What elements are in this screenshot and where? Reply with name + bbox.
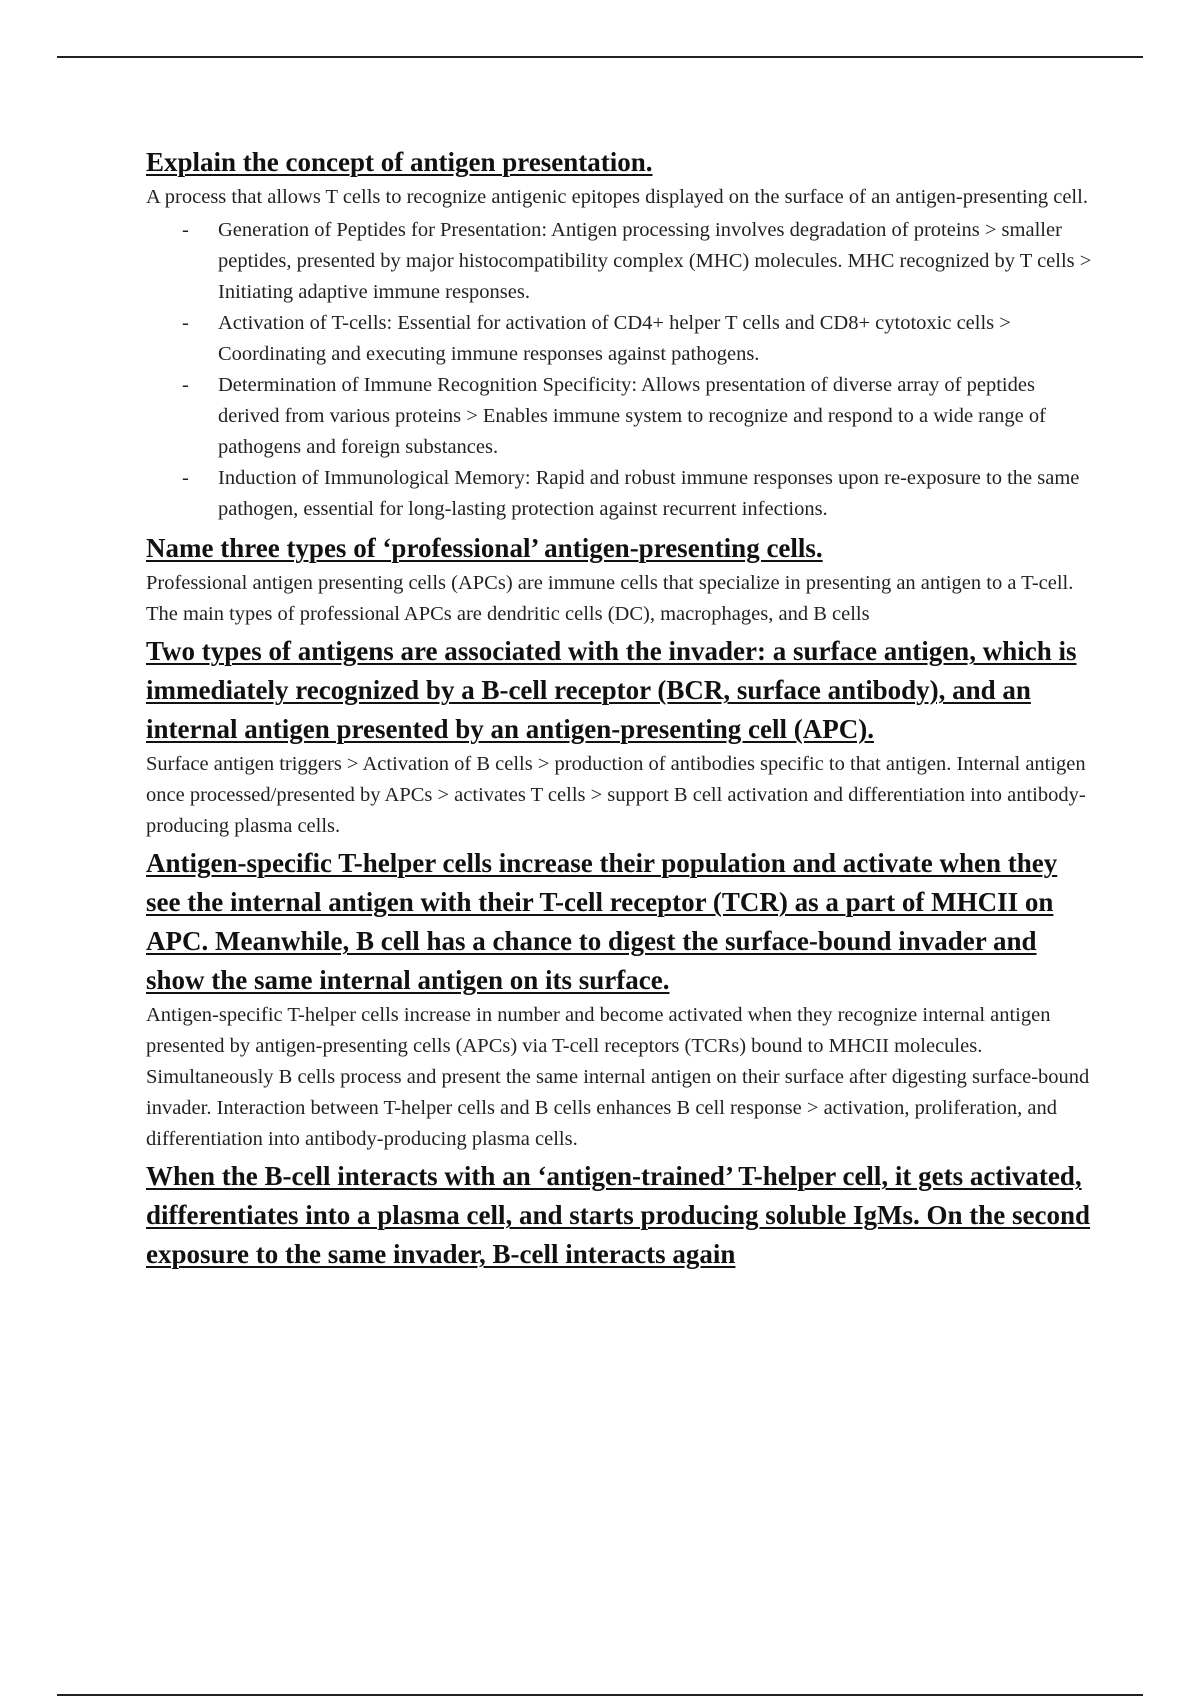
section-antigen-presentation [146, 143, 1096, 525]
list-item-text: Induction of Immunological Memory: Rapid and robust immune responses upon re-exposure to the same pathogen, essential for long-lasting protection against recurrent infections. [218, 467, 1080, 520]
question-heading: Antigen-specific T-helper cells increase their population and activate when they see the internal antigen with their T-cell receptor (TCR) as a part of MHCII on APC. Meanwhile, B cell has a chance to digest the surface-bound invader and show the same internal antigen on its surface. [146, 848, 1058, 995]
list-item-text: Activation of T-cells: Essential for activation of CD4+ helper T cells and CD8+ cytotoxic cells > Coordinating and executing immune responses against pathogens. [218, 312, 1011, 365]
question-heading: Name three types of ‘professional’ antigen-presenting cells. [146, 533, 823, 563]
section-professional-apcs [146, 529, 1096, 630]
bullet-dash: - [182, 374, 189, 396]
section-t-helper-activation [146, 844, 1096, 1155]
question-heading: Two types of antigens are associated with the invader: a surface antigen, which is immediately recognized by a B-cell receptor (BCR, surface antibody), and an internal antigen presented by an antigen-presenting cell (APC). [146, 636, 1077, 744]
bullet-list [146, 215, 1096, 525]
list-item [182, 463, 1096, 525]
bottom-divider [57, 1694, 1143, 1696]
list-item-text: Determination of Immune Recognition Specificity: Allows presentation of diverse array of peptides derived from various proteins > Enables immune system to recognize and respond to a wide range of pathogens and foreign substances. [218, 374, 1046, 458]
document-body [146, 143, 1096, 1274]
answer-paragraph: A process that allows T cells to recognize antigenic epitopes displayed on the surface of an antigen-presenting cell. [146, 186, 1088, 208]
answer-paragraph: Antigen-specific T-helper cells increase in number and become activated when they recognize internal antigen presented by antigen-presenting cells (APCs) via T-cell receptors (TCRs) bound to MHCII molecules. Simultaneously B cells process and present the same internal antigen on their surface after digesting surface-bound invader. Interaction between T-helper cells and B cells enhances B cell response > activation, proliferation, and differentiation into antibody-producing plasma cells. [146, 1004, 1090, 1150]
top-divider [57, 56, 1143, 58]
list-item-text: Generation of Peptides for Presentation: Antigen processing involves degradation of proteins > smaller peptides, presented by major histocompatibility complex (MHC) molecules. MHC recognized by T cells > Initiating adaptive immune responses. [218, 219, 1092, 303]
list-item [182, 215, 1096, 308]
bullet-dash: - [182, 312, 189, 334]
section-antigen-types [146, 632, 1096, 842]
answer-paragraph: Surface antigen triggers > Activation of B cells > production of antibodies specific to that antigen. Internal antigen once processed/presented by APCs > activates T cells > support B cell activation and differentiation into antibody-producing plasma cells. [146, 753, 1086, 837]
bullet-dash: - [182, 219, 189, 241]
section-b-cell-interaction [146, 1157, 1096, 1274]
answer-paragraph: Professional antigen presenting cells (APCs) are immune cells that specialize in presenting an antigen to a T-cell. The main types of professional APCs are dendritic cells (DC), macrophages, and B cells [146, 572, 1074, 625]
question-heading: When the B-cell interacts with an ‘antigen-trained’ T-helper cell, it gets activated, differentiates into a plasma cell, and starts producing soluble IgMs. On the second exposure to the same invader, B-cell interacts again [146, 1161, 1091, 1269]
bullet-dash: - [182, 467, 189, 489]
list-item [182, 308, 1096, 370]
list-item [182, 370, 1096, 463]
question-heading: Explain the concept of antigen presentation. [146, 147, 653, 177]
